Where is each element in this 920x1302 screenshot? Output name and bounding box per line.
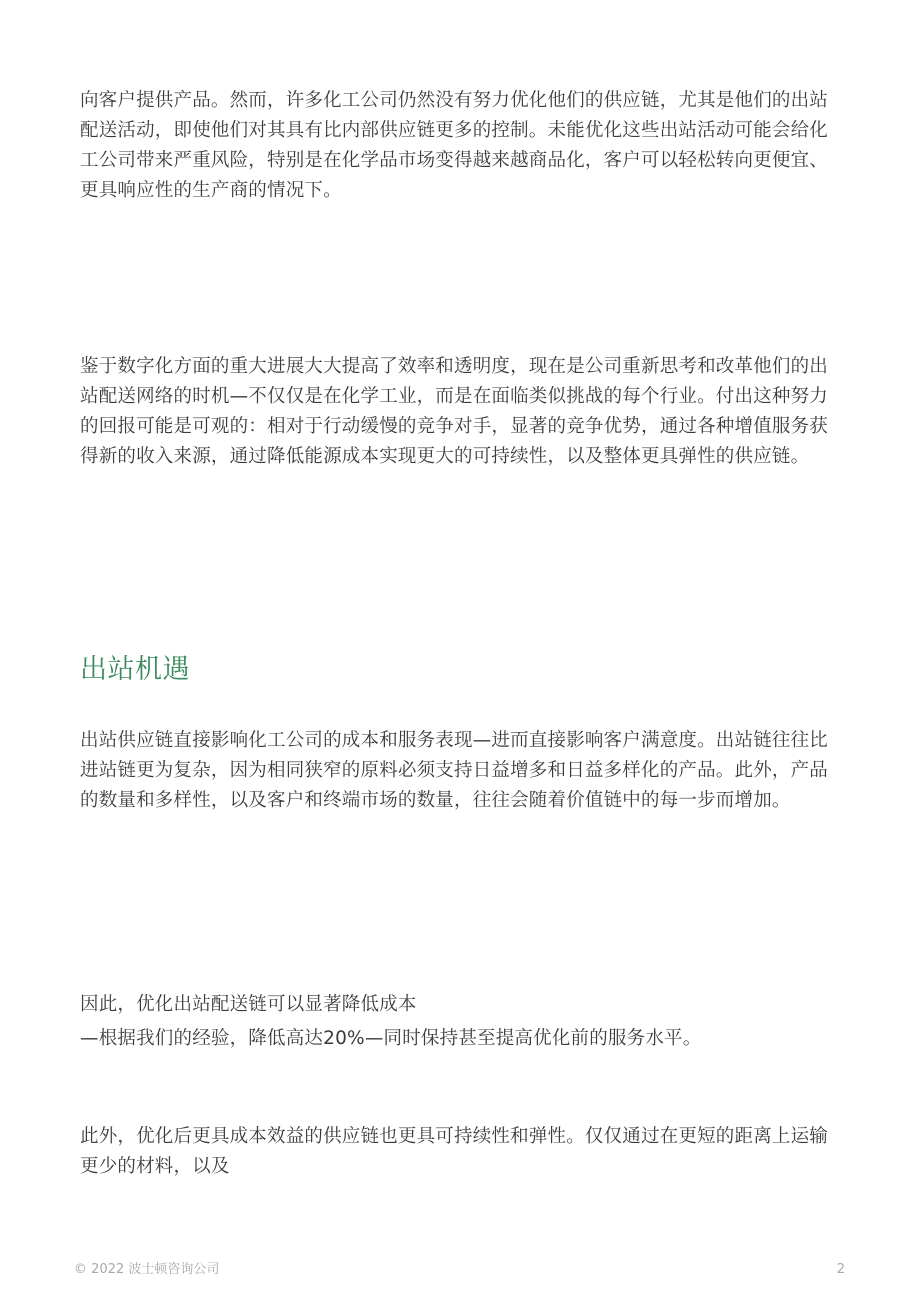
page-number: 2 [836,1262,845,1277]
paragraph-sustainability: 此外，优化后更具成本效益的供应链也更具可持续性和弹性。仅仅通过在更短的距离上运输更少的材料，以及 [80,1126,829,1177]
paragraph-intro: 向客户提供产品。然而，许多化工公司仍然没有努力优化他们的供应链，尤其是他们的出站配送活动，即使他们对其具有比内部供应链更多的控制。未能优化这些出站活动可能会给化工公司带来严重风险，特别是在化学品市场变得越来越商品化，客户可以轻松转向更便宜、更具响应性的生产商的情况下。 [80,90,829,201]
footer-copyright: © 2022 波士顿咨询公司 [74,1262,220,1277]
paragraph-cost-reduction-line-1: 因此，优化出站配送链可以显著降低成本 [80,994,417,1015]
paragraph-outbound-chain: 出站供应链直接影响化工公司的成本和服务表现—进而直接影响客户满意度。出站链往往比进站链更为复杂，因为相同狭窄的原料必须支持日益增多和日益多样化的产品。此外，产品的数量和多样性，以及客户和终端市场的数量，往往会随着价值链中的每一步而增加。 [80,730,829,811]
paragraph-digitalization: 鉴于数字化方面的重大进展大大提高了效率和透明度，现在是公司重新思考和改革他们的出站配送网络的时机—不仅仅是在化学工业，而是在面临类似挑战的每个行业。付出这种努力的回报可能是可观的：相对于行动缓慢的竞争对手，显著的竞争优势，通过各种增值服务获得新的收入来源，通过降低能源成本实现更大的可持续性，以及整体更具弹性的供应链。 [80,356,829,467]
section-heading: 出站机遇 [80,654,190,685]
paragraph-cost-reduction-line-2: —根据我们的经验，降低高达20%—同时保持甚至提高优化前的服务水平。 [80,1028,702,1049]
